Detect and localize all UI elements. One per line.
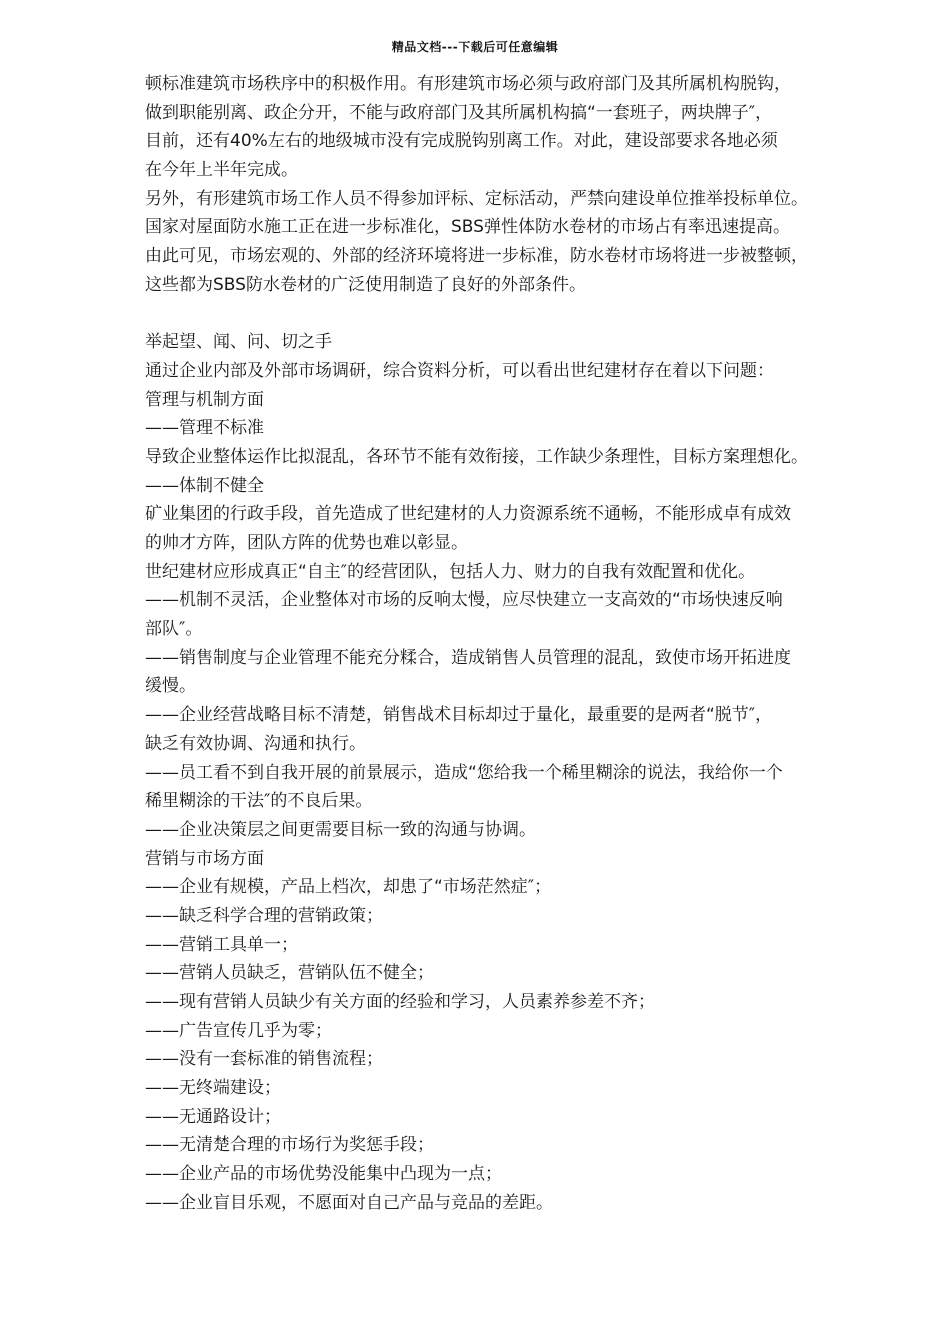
list-item: ——现有营销人员缺少有关方面的经验和学习，人员素养参差不齐；	[145, 992, 655, 1012]
text-line: 这些都为SBS防水卷材的广泛使用制造了良好的外部条件。	[145, 274, 586, 295]
list-item: ——缺乏科学合理的营销政策；	[145, 905, 383, 926]
list-item: ——无终端建设；	[145, 1078, 281, 1099]
list-item: ——企业盲目乐观，不愿面对自己产品与竞品的差距。	[145, 1192, 553, 1213]
text-line: 目前，还有40%左右的地级城市没有完成脱钩别离工作。对此，建设部要求各地必须	[145, 131, 778, 152]
list-item: ——销售制度与企业管理不能充分糅合，造成销售人员管理的混乱，致使市场开拓进度	[145, 647, 791, 668]
list-item: ——机制不灵活，企业整体对市场的反响太慢，应尽快建立一支高效的“市场快速反响	[145, 590, 783, 611]
list-item: ——营销工具单一；	[145, 934, 298, 955]
list-item: ——管理不标准	[145, 418, 264, 439]
subsection-heading: 管理与机制方面	[145, 389, 264, 410]
text-line: 做到职能别离、政企分开，不能与政府部门及其所属机构搞“一套班子，两块牌子″，	[145, 102, 773, 123]
list-item: ——广告宣传几乎为零；	[145, 1020, 332, 1041]
section-heading: 举起望、闻、问、切之手	[145, 332, 332, 353]
list-item: ——企业经营战略目标不清楚，销售战术目标却过于量化，最重要的是两者“脱节″，	[145, 705, 773, 726]
text-line: 通过企业内部及外部市场调研，综合资料分析，可以看出世纪建材存在着以下问题：	[145, 360, 774, 381]
paragraph-block-1	[145, 70, 885, 300]
text-line: 国家对屋面防水施工正在进一步标准化，SBS弹性体防水卷材的市场占有率迅速提高。	[145, 217, 790, 238]
list-item: ——无通路设计；	[145, 1106, 281, 1127]
text-line: 世纪建材应形成真正“自主″的经营团队，包括人力、财力的自我有效配置和优化。	[145, 561, 756, 582]
text-line: 矿业集团的行政手段，首先造成了世纪建材的人力资源系统不通畅，不能形成卓有成效	[145, 504, 791, 525]
text-line: 另外，有形建筑市场工作人员不得参加评标、定标活动，严禁向建设单位推举投标单位。	[145, 188, 808, 209]
text-line: 稀里糊涂的干法″的不良后果。	[145, 791, 373, 812]
paragraph-block-2	[145, 328, 885, 1217]
text-line: 部队″。	[145, 619, 203, 640]
text-line: 由此可见，市场宏观的、外部的经济环境将进一步标准，防水卷材市场将进一步被整顿，	[145, 246, 808, 267]
list-item: ——企业产品的市场优势没能集中凸现为一点；	[145, 1164, 502, 1185]
blank-line	[145, 300, 885, 329]
list-item: ——体制不健全	[145, 475, 264, 496]
list-item: ——员工看不到自我开展的前景展示，造成“您给我一个稀里糊涂的说法，我给你一个	[145, 762, 783, 783]
text-line: 在今年上半年完成。	[145, 160, 298, 181]
text-line: 缓慢。	[145, 676, 196, 697]
list-item: ——企业决策层之间更需要目标一致的沟通与协调。	[145, 819, 536, 840]
document-body	[145, 70, 885, 1218]
list-item: ——营销人员缺乏，营销队伍不健全；	[145, 963, 434, 984]
list-item: ——没有一套标准的销售流程；	[145, 1049, 383, 1070]
text-line: 顿标准建筑市场秩序中的积极作用。有形建筑市场必须与政府部门及其所属机构脱钩，	[145, 74, 791, 94]
text-line: 的帅才方阵，团队方阵的优势也难以彰显。	[145, 533, 468, 553]
text-line: 缺乏有效协调、沟通和执行。	[145, 733, 366, 754]
text-line: 导致企业整体运作比拟混乱，各环节不能有效衔接，工作缺少条理性，目标方案理想化。	[145, 446, 808, 467]
list-item: ——无清楚合理的市场行为奖惩手段；	[145, 1135, 434, 1156]
subsection-heading: 营销与市场方面	[145, 848, 264, 869]
page-header: 精品文档---下载后可任意编辑	[391, 40, 559, 54]
list-item: ——企业有规模，产品上档次，却患了“市场茫然症″；	[145, 877, 552, 898]
